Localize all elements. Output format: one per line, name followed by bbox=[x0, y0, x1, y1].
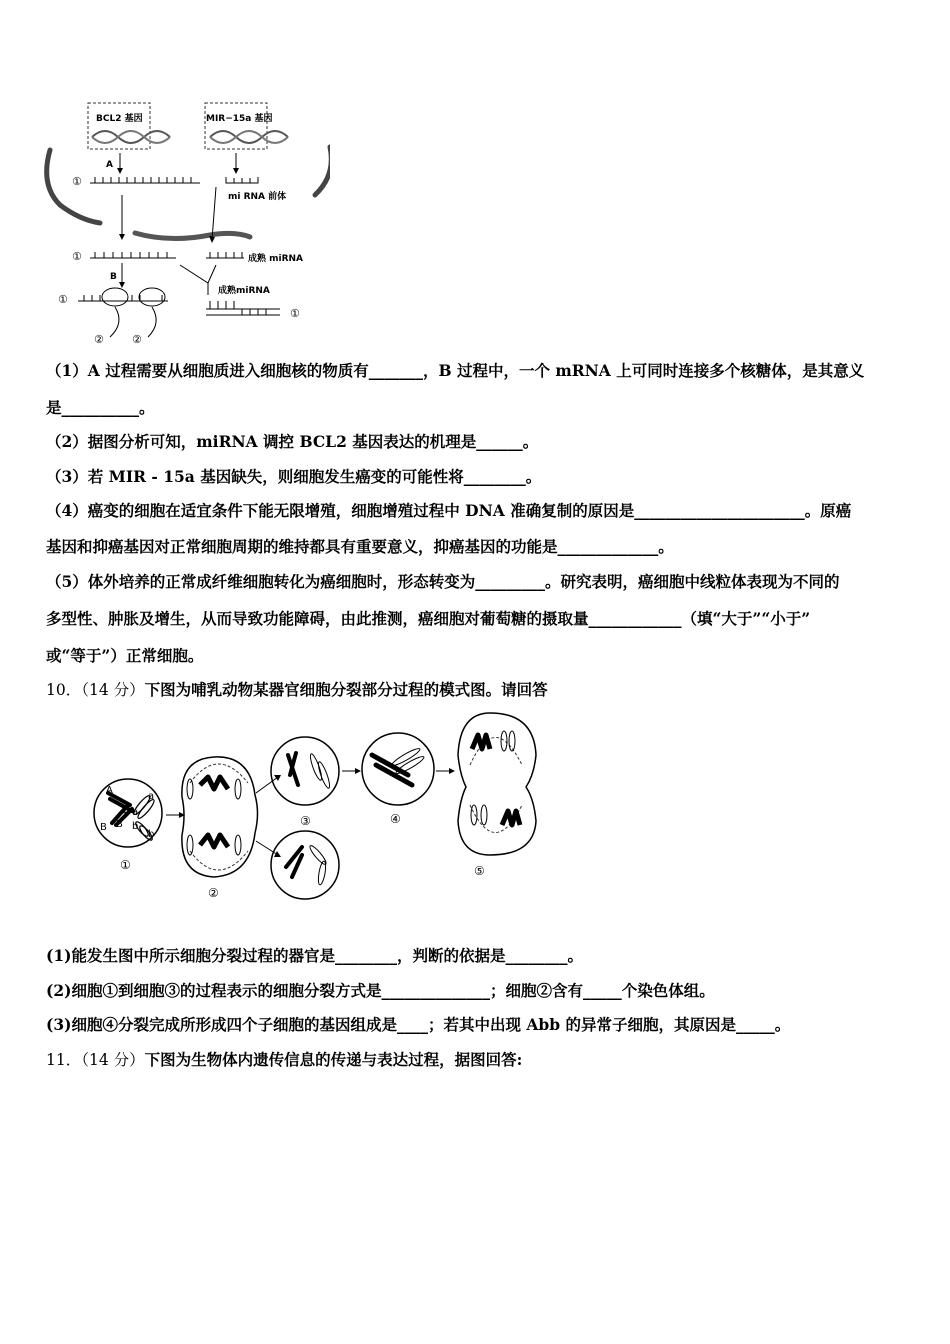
fig-label-B: B bbox=[116, 819, 123, 830]
q11-stem: 下图为生物体内遗传信息的传递与表达过程，据图回答: bbox=[144, 1050, 523, 1069]
process-a-label: A bbox=[106, 160, 113, 170]
q10-number: 10． bbox=[46, 681, 82, 699]
fig-label-B: B bbox=[100, 822, 107, 833]
label-c1: ① bbox=[58, 293, 68, 306]
q9-part3: （3）若 MIR - 15a 基因缺失，则细胞发生癌变的可能性将________。 bbox=[46, 467, 542, 486]
fig-label-a: a bbox=[148, 791, 155, 802]
process-b-label: B bbox=[110, 272, 117, 282]
fig-label-c5: ⑤ bbox=[474, 864, 485, 878]
fig-label-b: b bbox=[148, 829, 155, 840]
bcl2-label: BCL2 基因 bbox=[96, 114, 143, 124]
q10-sub3: (3)细胞④分裂完成所形成四个子细胞的基因组成是____；若其中出现 Abb 的异常子细胞，其原因是_____。 bbox=[46, 1015, 791, 1034]
q10-sub1: (1)能发生图中所示细胞分裂过程的器官是________，判断的依据是________。 bbox=[46, 946, 583, 965]
fig-label-b: b bbox=[132, 821, 139, 832]
nuclear-membrane-bottom bbox=[135, 233, 250, 239]
q9-part5-line1: （5）体外培养的正常成纤维细胞转化为癌细胞时，形态转变为_________。研究表明，癌细胞中线粒体表现为不同的 bbox=[46, 572, 840, 591]
label-c1: ① bbox=[72, 250, 82, 263]
fig-label-c2: ② bbox=[208, 886, 219, 900]
precursor-label: mi RNA 前体 bbox=[228, 192, 287, 202]
bcl2-mirna-diagram bbox=[40, 95, 330, 350]
fig-label-A: A bbox=[120, 807, 127, 818]
q9-part4-line1: （4）癌变的细胞在适宜条件下能无限增殖，细胞增殖过程中 DNA 准确复制的原因是______________________。原癌 bbox=[46, 501, 852, 520]
q10-stem: 下图为哺乳动物某器官细胞分裂部分过程的模式图。请回答 bbox=[144, 680, 548, 699]
q10-sub2: (2)细胞①到细胞③的过程表示的细胞分裂方式是______________；细胞②含有_____个染色体组。 bbox=[46, 981, 715, 1000]
q11-number: 11． bbox=[46, 1051, 82, 1069]
q9-part1-line2: 是__________。 bbox=[46, 398, 155, 417]
mature-mirna-label-2: 成熟miRNA bbox=[218, 286, 270, 296]
mature-mirna-label-1: 成熟 miRNA bbox=[248, 254, 304, 264]
label-c2: ② bbox=[132, 333, 142, 346]
fig-label-c4: ④ bbox=[390, 812, 401, 826]
fig-label-c1: ① bbox=[120, 858, 131, 872]
nuclear-membrane-right bbox=[315, 147, 330, 195]
label-c1: ① bbox=[290, 307, 300, 320]
q9-part4-line2: 基因和抑癌基因对正常细胞周期的维持都具有重要意义，抑癌基因的功能是_____________。 bbox=[46, 537, 674, 556]
fig-label-A: A bbox=[106, 785, 113, 796]
q11-header bbox=[46, 1050, 522, 1070]
q9-part5-line2: 多型性、肿胀及增生，从而导致功能障碍，由此推测，癌细胞对葡萄糖的摄取量____________（填“大于”“小于” bbox=[46, 609, 811, 628]
cell-division-diagram bbox=[90, 705, 545, 905]
mir15a-label: MIR−15a 基因 bbox=[206, 114, 273, 124]
label-c2: ② bbox=[94, 333, 104, 346]
label-c1: ① bbox=[72, 175, 82, 188]
q10-header bbox=[46, 680, 548, 700]
q10-score: （14 分） bbox=[81, 681, 145, 699]
fig-label-a: a bbox=[132, 807, 139, 818]
q9-part5-line3: 或“等于”）正常细胞。 bbox=[46, 646, 204, 665]
q9-part1-line1: （1）A 过程需要从细胞质进入细胞核的物质有_______，B 过程中，一个 mRNA 上可同时连接多个核糖体，是其意义 bbox=[46, 361, 865, 380]
fig-label-c3: ③ bbox=[300, 814, 311, 828]
q9-part2: （2）据图分析可知，miRNA 调控 BCL2 基因表达的机理是______。 bbox=[46, 432, 539, 451]
q11-score: （14 分） bbox=[81, 1051, 145, 1069]
